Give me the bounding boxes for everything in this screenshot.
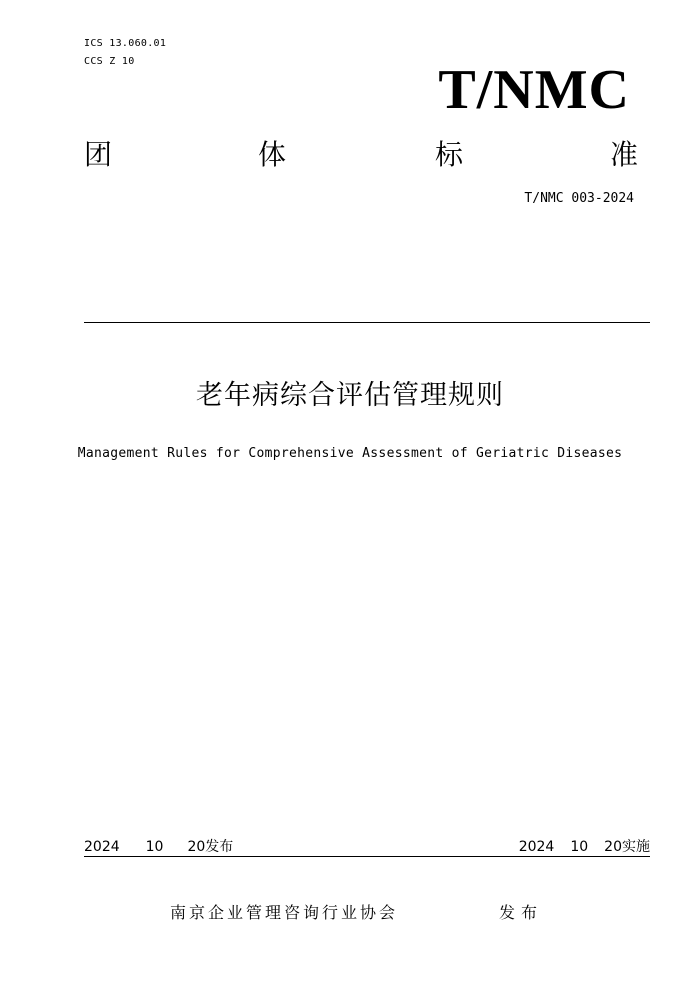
bottom-divider: [84, 856, 650, 857]
ccs-code: CCS Z 10: [84, 56, 135, 67]
effective-month: 10: [570, 839, 589, 855]
standard-type-char-4: 准: [610, 138, 639, 171]
document-title-english: Management Rules for Comprehensive Assessment of Geriatric Diseases: [77, 446, 623, 461]
publish-day: 20: [187, 839, 206, 855]
effective-year: 2024: [518, 839, 555, 855]
standard-type-char-3: 标: [435, 138, 464, 171]
document-title-chinese: 老年病综合评估管理规则: [196, 380, 504, 411]
standard-logo: T/NMC: [438, 59, 630, 121]
standard-type-char-2: 体: [258, 138, 287, 171]
top-divider: [84, 322, 650, 323]
publish-label: 发布: [205, 839, 234, 855]
standard-number: T/NMC 003-2024: [524, 191, 634, 206]
effective-day: 20: [604, 839, 622, 855]
issuing-organization: 南京企业管理咨询行业协会: [170, 903, 399, 922]
issue-label: 发布: [499, 903, 544, 922]
standard-type-char-1: 团: [84, 138, 113, 171]
effective-label: 实施: [622, 839, 650, 855]
ics-code: ICS 13.060.01: [84, 38, 167, 49]
publish-month: 10: [145, 839, 164, 855]
effective-date: [519, 838, 650, 856]
publish-date: [84, 838, 233, 856]
publish-year: 2024: [84, 839, 120, 855]
